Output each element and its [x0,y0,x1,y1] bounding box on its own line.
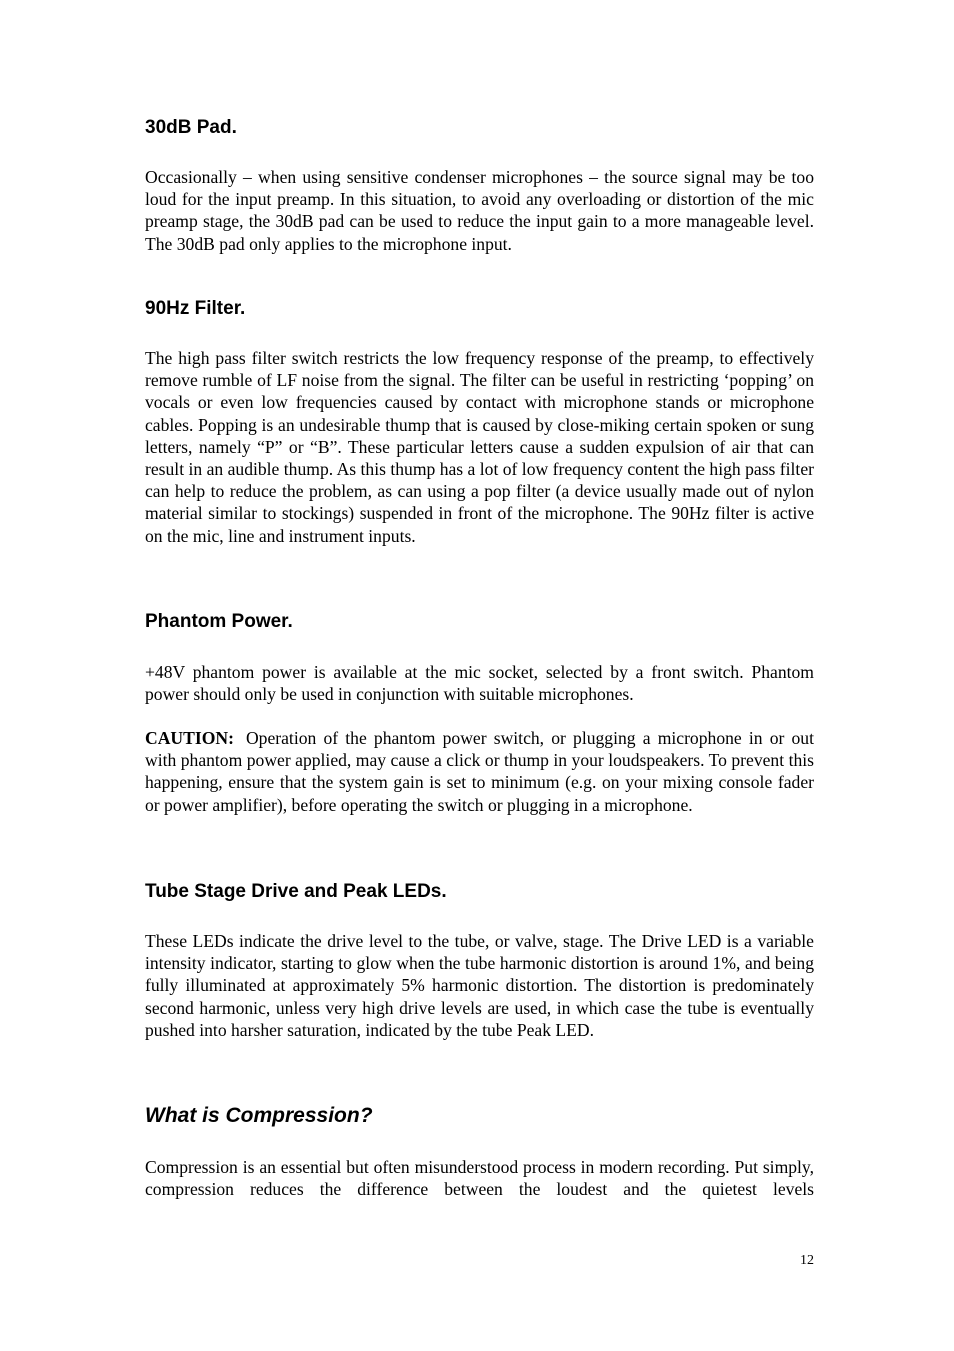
section-heading-phantom-power: Phantom Power. [145,611,293,632]
paragraph-tube-stage: These LEDs indicate the drive level to the tube, or valve, stage. The Drive LED is a variable intensity indicator, starting to glow when the tube harmonic distortion is around 1%, and being fully illuminated at approximately 5% harmonic distortion. The distortion is predominately second harmonic, unless very high drive levels are used, in which case the tube is eventually pushed into harsher saturation, indicated by the tube Peak LED. [145,931,814,1040]
section-heading-tube-stage: Tube Stage Drive and Peak LEDs. [145,881,447,902]
caution-label: CAUTION: [145,728,234,748]
paragraph-90hz-filter: The high pass filter switch restricts the low frequency response of the preamp, to effectively remove rumble of LF noise from the signal. The filter can be useful in restricting ‘popping’ on vocals or even low frequencies caused by contact with microphone stands or microphone cables. Popping is an undesirable thump that is caused by close-miking certain spoken or sung letters, namely “P” or “B”. These particular letters cause a sudden expulsion of air that can result in an audible thump. As this thump has a lot of low frequency content the high pass filter can help to reduce the problem, as can using a pop filter (a device usually made out of nylon material similar to stockings) suspended in front of the microphone. The 90Hz filter is active on the mic, line and instrument inputs. [145,348,814,546]
section-heading-compression: What is Compression? [145,1104,373,1127]
section-heading-30db-pad: 30dB Pad. [145,117,237,138]
paragraph-30db-pad: Occasionally – when using sensitive condenser microphones – the source signal may be too loud for the input preamp. In this situation, to avoid any overloading or distortion of the mic preamp stage, the 30dB pad can be used to reduce the input gain to a more manageable level. The 30dB pad only applies to the microphone input. [145,167,814,254]
section-heading-90hz-filter: 90Hz Filter. [145,298,246,319]
paragraph-compression: Compression is an essential but often misunderstood process in modern recording. Put simply, compression reduces the difference between the loudest and the quietest levels [145,1157,814,1200]
caution-text: Operation of the phantom power switch, or plugging a microphone in or out with phantom power applied, may cause a click or thump in your loudspeakers. To prevent this happening, ensure that the system gain is set to minimum (e.g. on your mixing console fader or power amplifier), before operating the switch or plugging in a microphone. [145,728,814,815]
page-number: 12 [800,1253,814,1268]
paragraph-phantom-power: +48V phantom power is available at the mic socket, selected by a front switch. Phantom power should only be used in conjunction with suitable microphones. [145,662,814,705]
paragraph-caution [145,727,814,816]
